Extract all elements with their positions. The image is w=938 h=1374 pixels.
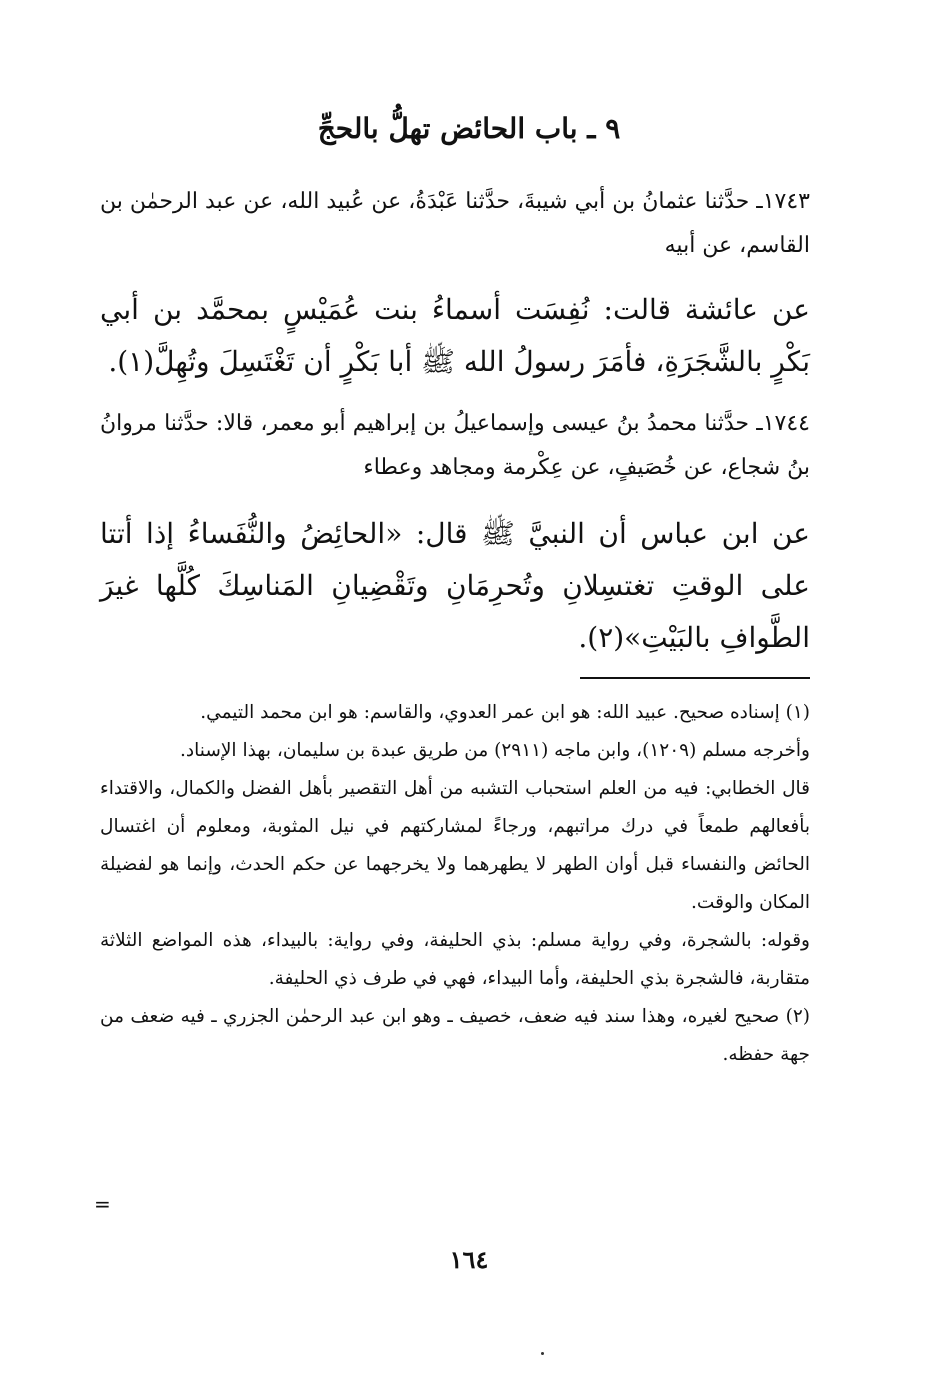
scan-speck <box>541 1352 544 1355</box>
hadith-1743-isnad: ١٧٤٣ـ حدَّثنا عثمانُ بن أبي شيبةَ، حدَّثنا عَبْدَةُ، عن عُبيد الله، عن عبد الرحمٰن بن القاسم، عن أبيه <box>100 189 810 258</box>
footnote-separator <box>580 677 810 679</box>
hadith-1744-matn: عن ابن عباس أن النبيَّ ﷺ قال: «الحائِضُ والنُّفَساءُ إذا أتتا على الوقتِ تغتسِلانِ وتُحرِمَانِ وتَقْضِيانِ المَناسِكَ كُلَّها غيرَ الطَّوافِ بالبَيْتِ»(٢). <box>100 517 810 654</box>
continuation-mark: = <box>94 1192 111 1216</box>
footnote-1-takhrij: وأخرجه مسلم (١٢٠٩)، وابن ماجه (٢٩١١) من طريق عبدة بن سليمان، بهذا الإسناد. <box>180 740 810 761</box>
footnote-2: (٢) صحيح لغيره، وهذا سند فيه ضعف، خصيف ـ وهو ابن عبد الرحمٰن الجزري ـ فيه ضعف من جهة حفظه. <box>100 1006 810 1065</box>
footnote-1-places: وقوله: بالشجرة، وفي رواية مسلم: بذي الحليفة، وفي رواية: بالبيداء، هذه المواضع الثلاثة متقاربة، فالشجرة بذي الحليفة، وأما البيداء، فهي في طرف ذي الحليفة. <box>100 930 810 989</box>
chapter-heading: ٩ ـ باب الحائض تهلُّ بالحجِّ <box>317 112 621 145</box>
page-number: ١٦٤ <box>449 1245 489 1274</box>
hadith-1743-matn: عن عائشة قالت: نُفِسَت أسماءُ بنت عُمَيْسٍ بمحمَّد بن أبي بَكْرٍ بالشَّجَرَةِ، فأمَرَ رسولُ الله ﷺ أبا بَكْرٍ أن تَغْتَسِلَ وتُهِلَّ(١). <box>100 293 810 378</box>
footnote-1-khattabi: قال الخطابي: فيه من العلم استحباب التشبه من أهل التقصير بأهل الفضل والكمال، والاقتداء بأفعالهم طمعاً في درك مراتبهم، ورجاءً لمشاركتهم في نيل المثوبة، ومعلوم أن اغتسال الحائض والنفساء قبل أوان الطهر لا يطهرهما ولا يخرجهما عن حكم الحدث، وإنما هو لفضيلة المكان والوقت. <box>100 778 810 913</box>
footnotes <box>100 694 810 1074</box>
footnote-1: (١) إسناده صحيح. عبيد الله: هو ابن عمر العدوي، والقاسم: هو ابن محمد التيمي. <box>200 702 810 723</box>
hadith-1744-isnad: ١٧٤٤ـ حدَّثنا محمدُ بنُ عيسى وإسماعيلُ بن إبراهيم أبو معمر، قالا: حدَّثنا مروانُ بنُ شجاع، عن خُصَيفٍ، عن عِكْرمة ومجاهد وعطاء <box>100 411 810 480</box>
